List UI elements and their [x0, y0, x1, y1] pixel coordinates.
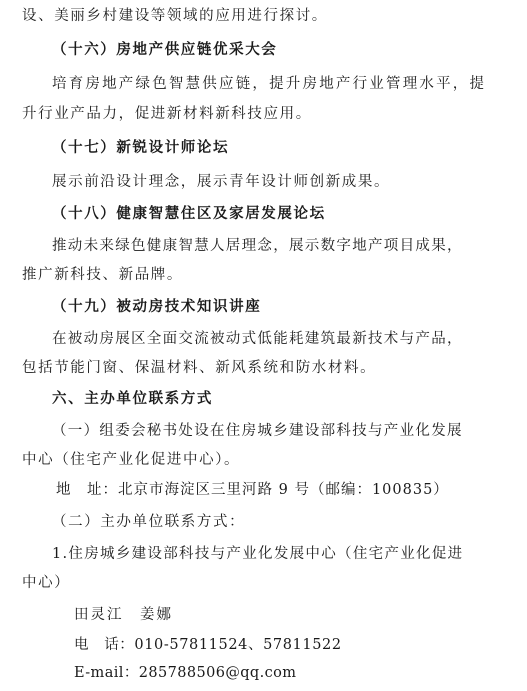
section-heading-16: （十六）房地产供应链优采大会 [52, 41, 278, 58]
paragraph-line: 中心） [22, 575, 71, 591]
section-heading-19: （十九）被动房技术知识讲座 [52, 298, 262, 315]
section-heading-18: （十八）健康智慧住区及家居发展论坛 [52, 205, 326, 222]
paragraph-line: 升行业产品力，促进新材料新科技应用。 [22, 106, 312, 122]
section-heading-6: 六、主办单位联系方式 [52, 390, 213, 407]
section-heading-17: （十七）新锐设计师论坛 [52, 139, 230, 156]
contact-phone: 电 话：010-57811524、57811522 [74, 637, 342, 653]
paragraph-line: （二）主办单位联系方式： [52, 514, 246, 530]
paragraph-line: 推广新科技、新品牌。 [22, 267, 183, 283]
paragraph-line: 展示前沿设计理念，展示青年设计师创新成果。 [52, 174, 391, 190]
paragraph-line: 1.住房城乡建设部科技与产业化发展中心（住宅产业化促进 [52, 546, 464, 562]
paragraph-line: 在被动房展区全面交流被动式低能耗建筑最新技术与产品， [52, 331, 463, 347]
paragraph-continuation-line: 设、美丽乡村建设等领域的应用进行探讨。 [22, 8, 328, 24]
paragraph-line: 推动未来绿色健康智慧人居理念，展示数字地产项目成果， [52, 238, 463, 254]
address-line: 地 址：北京市海淀区三里河路 9 号（邮编：100835） [56, 482, 449, 498]
paragraph-line: 中心（住宅产业化促进中心）。 [22, 452, 241, 468]
paragraph-line: （一）组委会秘书处设在住房城乡建设部科技与产业化发展 [52, 423, 463, 439]
paragraph-line: 培育房地产绿色智慧供应链，提升房地产行业管理水平，提 [52, 76, 487, 92]
paragraph-line: 包括节能门窗、保温材料、新风系统和防水材料。 [22, 360, 377, 376]
contact-names: 田灵江 姜娜 [74, 607, 173, 623]
contact-email: E-mail：285788506@qq.com [74, 665, 297, 681]
